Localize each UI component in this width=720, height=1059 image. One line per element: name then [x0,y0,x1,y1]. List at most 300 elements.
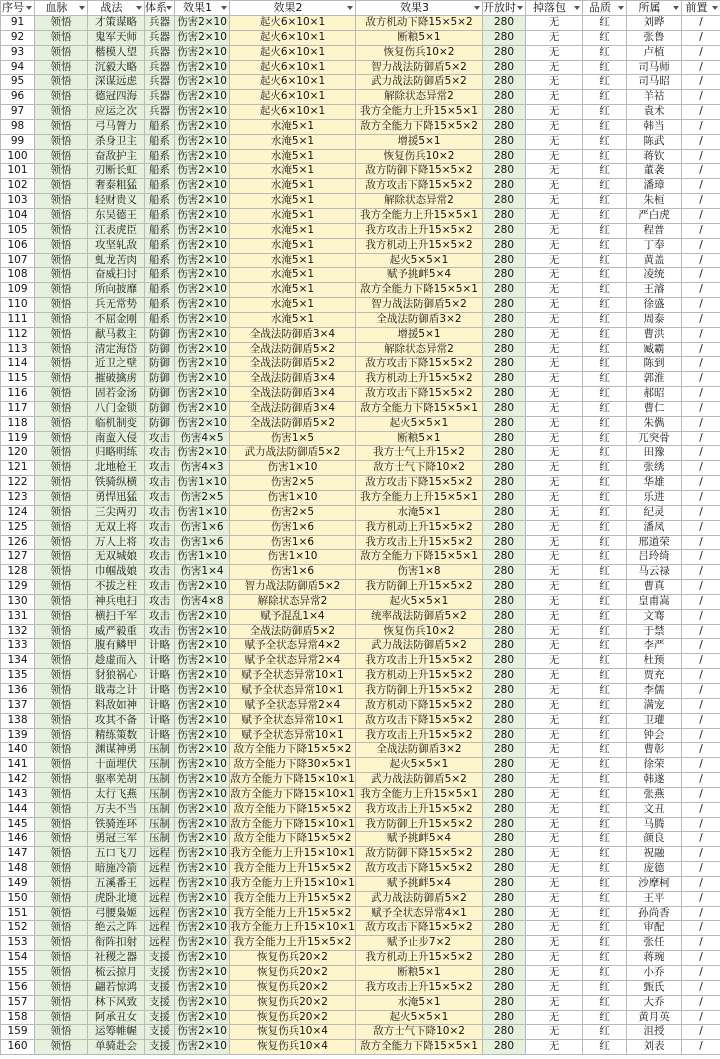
cell-tactic[interactable]: 无双城娘 [88,550,145,565]
cell-system[interactable]: 攻击 [145,431,175,446]
cell-open-time[interactable]: 280 [483,891,526,906]
cell-quality[interactable]: 红 [583,75,627,90]
cell-effect1[interactable]: 伤害2×10 [175,580,230,595]
cell-open-time[interactable]: 280 [483,743,526,758]
cell-bloodline[interactable]: 领悟 [35,921,88,936]
cell-quality[interactable]: 红 [583,787,627,802]
cell-owner[interactable]: 朱桓 [627,194,682,209]
cell-drop-pack[interactable]: 无 [526,238,583,253]
cell-owner[interactable]: 严白虎 [627,208,682,223]
cell-open-time[interactable]: 280 [483,491,526,506]
cell-open-time[interactable]: 280 [483,149,526,164]
cell-effect1[interactable]: 伤害2×10 [175,669,230,684]
cell-drop-pack[interactable]: 无 [526,45,583,60]
cell-prerequisite[interactable]: / [682,194,720,209]
cell-effect3[interactable]: 智力战法防御盾5×2 [356,298,483,313]
cell-drop-pack[interactable]: 无 [526,832,583,847]
cell-open-time[interactable]: 280 [483,669,526,684]
cell-open-time[interactable]: 280 [483,802,526,817]
cell-effect3[interactable]: 我方攻击上升15×5×2 [356,654,483,669]
cell-owner[interactable]: 张绣 [627,461,682,476]
header-cell-owner[interactable]: 所属 [627,1,682,16]
cell-effect3[interactable]: 我方全能力上升15×5×1 [356,208,483,223]
cell-effect3[interactable]: 解除状态异常2 [356,90,483,105]
cell-open-time[interactable]: 280 [483,194,526,209]
cell-effect1[interactable]: 伤害2×10 [175,327,230,342]
cell-id[interactable]: 142 [1,773,35,788]
cell-effect3[interactable]: 起火5×5×1 [356,253,483,268]
cell-drop-pack[interactable]: 无 [526,639,583,654]
cell-effect3[interactable]: 统率战法防御盾5×2 [356,609,483,624]
cell-effect2[interactable]: 全战法防御盾3×4 [230,372,356,387]
cell-open-time[interactable]: 280 [483,283,526,298]
cell-quality[interactable]: 红 [583,446,627,461]
cell-quality[interactable]: 红 [583,45,627,60]
cell-effect3[interactable]: 我方机动上升15×5×2 [356,951,483,966]
cell-bloodline[interactable]: 领悟 [35,268,88,283]
cell-drop-pack[interactable]: 无 [526,387,583,402]
cell-system[interactable]: 远程 [145,847,175,862]
cell-effect2[interactable]: 赋予全状态异常2×4 [230,698,356,713]
cell-prerequisite[interactable]: / [682,446,720,461]
cell-system[interactable]: 压制 [145,743,175,758]
cell-owner[interactable]: 潘凤 [627,520,682,535]
cell-open-time[interactable]: 280 [483,995,526,1010]
cell-open-time[interactable]: 280 [483,624,526,639]
cell-prerequisite[interactable]: / [682,728,720,743]
cell-owner[interactable]: 蒋琬 [627,951,682,966]
cell-open-time[interactable]: 280 [483,401,526,416]
cell-effect2[interactable]: 敌方全能力下降15×10×1 [230,787,356,802]
cell-tactic[interactable]: 翩若惊鸿 [88,980,145,995]
cell-open-time[interactable]: 280 [483,565,526,580]
cell-effect2[interactable]: 恢复伤兵10×4 [230,1025,356,1040]
cell-effect3[interactable]: 断粮5×1 [356,30,483,45]
cell-owner[interactable]: 吕玲绮 [627,550,682,565]
cell-effect2[interactable]: 赋予全状态异常4×2 [230,639,356,654]
cell-prerequisite[interactable]: / [682,921,720,936]
cell-owner[interactable]: 孙尚香 [627,906,682,921]
cell-drop-pack[interactable]: 无 [526,802,583,817]
cell-owner[interactable]: 文丑 [627,802,682,817]
cell-id[interactable]: 133 [1,639,35,654]
cell-system[interactable]: 防御 [145,401,175,416]
cell-tactic[interactable]: 献马救主 [88,327,145,342]
cell-system[interactable]: 兵器 [145,60,175,75]
cell-owner[interactable]: 祝融 [627,847,682,862]
cell-system[interactable]: 兵器 [145,16,175,31]
cell-open-time[interactable]: 280 [483,773,526,788]
cell-tactic[interactable]: 豺狼祸心 [88,669,145,684]
cell-owner[interactable]: 程普 [627,223,682,238]
cell-effect2[interactable]: 敌方全能力下降15×10×1 [230,817,356,832]
cell-bloodline[interactable]: 领悟 [35,342,88,357]
cell-effect1[interactable]: 伤害2×10 [175,238,230,253]
cell-tactic[interactable]: 清定海岱 [88,342,145,357]
cell-quality[interactable]: 红 [583,565,627,580]
cell-effect1[interactable]: 伤害2×10 [175,90,230,105]
cell-drop-pack[interactable]: 无 [526,491,583,506]
cell-tactic[interactable]: 北地枪王 [88,461,145,476]
cell-system[interactable]: 攻击 [145,594,175,609]
cell-open-time[interactable]: 280 [483,580,526,595]
cell-system[interactable]: 计略 [145,698,175,713]
cell-drop-pack[interactable]: 无 [526,535,583,550]
cell-quality[interactable]: 红 [583,134,627,149]
cell-system[interactable]: 远程 [145,891,175,906]
cell-owner[interactable]: 张鲁 [627,30,682,45]
cell-bloodline[interactable]: 领悟 [35,461,88,476]
cell-open-time[interactable]: 280 [483,550,526,565]
cell-effect1[interactable]: 伤害4×8 [175,594,230,609]
cell-id[interactable]: 92 [1,30,35,45]
cell-effect1[interactable]: 伤害2×10 [175,862,230,877]
cell-id[interactable]: 93 [1,45,35,60]
cell-prerequisite[interactable]: / [682,594,720,609]
cell-bloodline[interactable]: 领悟 [35,327,88,342]
cell-effect1[interactable]: 伤害1×4 [175,565,230,580]
cell-tactic[interactable]: 万夫不当 [88,802,145,817]
cell-open-time[interactable]: 280 [483,713,526,728]
cell-open-time[interactable]: 280 [483,505,526,520]
cell-bloodline[interactable]: 领悟 [35,876,88,891]
cell-bloodline[interactable]: 领悟 [35,505,88,520]
cell-bloodline[interactable]: 领悟 [35,639,88,654]
cell-effect2[interactable]: 全战法防御盾5×2 [230,624,356,639]
cell-id[interactable]: 146 [1,832,35,847]
cell-effect2[interactable]: 解除状态异常2 [230,594,356,609]
cell-effect1[interactable]: 伤害1×10 [175,505,230,520]
cell-effect1[interactable]: 伤害1×10 [175,476,230,491]
cell-system[interactable]: 支援 [145,966,175,981]
cell-effect2[interactable]: 水淹5×1 [230,119,356,134]
cell-system[interactable]: 计略 [145,639,175,654]
cell-owner[interactable]: 纪灵 [627,505,682,520]
cell-quality[interactable]: 红 [583,876,627,891]
cell-id[interactable]: 127 [1,550,35,565]
cell-effect3[interactable]: 赋予挑衅5×4 [356,876,483,891]
cell-prerequisite[interactable]: / [682,268,720,283]
cell-owner[interactable]: 邢道荣 [627,535,682,550]
cell-system[interactable]: 攻击 [145,580,175,595]
cell-drop-pack[interactable]: 无 [526,90,583,105]
cell-open-time[interactable]: 280 [483,832,526,847]
cell-drop-pack[interactable]: 无 [526,446,583,461]
cell-prerequisite[interactable]: / [682,817,720,832]
cell-prerequisite[interactable]: / [682,164,720,179]
cell-quality[interactable]: 红 [583,298,627,313]
cell-bloodline[interactable]: 领悟 [35,491,88,506]
cell-quality[interactable]: 红 [583,387,627,402]
cell-open-time[interactable]: 280 [483,298,526,313]
cell-quality[interactable]: 红 [583,1025,627,1040]
cell-bloodline[interactable]: 领悟 [35,787,88,802]
cell-open-time[interactable]: 280 [483,253,526,268]
cell-effect3[interactable]: 敌方全能力下降15×5×1 [356,1040,483,1055]
cell-effect2[interactable]: 起火6×10×1 [230,90,356,105]
cell-owner[interactable]: 于禁 [627,624,682,639]
cell-effect3[interactable]: 水淹5×1 [356,995,483,1010]
cell-bloodline[interactable]: 领悟 [35,535,88,550]
cell-prerequisite[interactable]: / [682,476,720,491]
cell-effect1[interactable]: 伤害2×10 [175,105,230,120]
cell-id[interactable]: 114 [1,357,35,372]
cell-owner[interactable]: 曹彰 [627,743,682,758]
cell-open-time[interactable]: 280 [483,847,526,862]
cell-bloodline[interactable]: 领悟 [35,906,88,921]
cell-id[interactable]: 147 [1,847,35,862]
cell-id[interactable]: 156 [1,980,35,995]
cell-drop-pack[interactable]: 无 [526,208,583,223]
cell-effect1[interactable]: 伤害2×10 [175,16,230,31]
cell-effect2[interactable]: 赋予全状态异常2×4 [230,654,356,669]
cell-bloodline[interactable]: 领悟 [35,208,88,223]
cell-tactic[interactable]: 精练策数 [88,728,145,743]
cell-tactic[interactable]: 阿承丑女 [88,1010,145,1025]
cell-id[interactable]: 96 [1,90,35,105]
cell-owner[interactable]: 袁术 [627,105,682,120]
cell-bloodline[interactable]: 领悟 [35,1025,88,1040]
cell-open-time[interactable]: 280 [483,387,526,402]
cell-owner[interactable]: 韩遂 [627,773,682,788]
cell-prerequisite[interactable]: / [682,1040,720,1055]
cell-bloodline[interactable]: 领悟 [35,580,88,595]
cell-owner[interactable]: 郭淮 [627,372,682,387]
cell-tactic[interactable]: 攻坚轧敌 [88,238,145,253]
cell-effect3[interactable]: 敌方防御下降15×5×2 [356,847,483,862]
cell-effect2[interactable]: 敌方全能力下降30×5×1 [230,758,356,773]
cell-drop-pack[interactable]: 无 [526,847,583,862]
cell-open-time[interactable]: 280 [483,520,526,535]
cell-system[interactable]: 船系 [145,134,175,149]
cell-effect2[interactable]: 伤害1×10 [230,491,356,506]
cell-owner[interactable]: 陈武 [627,134,682,149]
cell-effect2[interactable]: 伤害1×10 [230,550,356,565]
cell-bloodline[interactable]: 领悟 [35,223,88,238]
cell-owner[interactable]: 文骞 [627,609,682,624]
cell-effect2[interactable]: 全战法防御盾3×4 [230,327,356,342]
cell-owner[interactable]: 颜良 [627,832,682,847]
cell-system[interactable]: 支援 [145,1040,175,1055]
cell-id[interactable]: 106 [1,238,35,253]
cell-drop-pack[interactable]: 无 [526,520,583,535]
cell-quality[interactable]: 红 [583,713,627,728]
cell-effect2[interactable]: 赋予全状态异常10×1 [230,713,356,728]
cell-id[interactable]: 154 [1,951,35,966]
cell-tactic[interactable]: 奢泰粗猛 [88,179,145,194]
cell-effect1[interactable]: 伤害2×10 [175,891,230,906]
cell-effect1[interactable]: 伤害2×10 [175,223,230,238]
cell-tactic[interactable]: 近卫之壁 [88,357,145,372]
cell-quality[interactable]: 红 [583,862,627,877]
cell-open-time[interactable]: 280 [483,119,526,134]
cell-effect3[interactable]: 敌方机动下降15×5×2 [356,698,483,713]
cell-effect3[interactable]: 起火5×5×1 [356,1010,483,1025]
cell-effect1[interactable]: 伤害2×10 [175,876,230,891]
cell-effect1[interactable]: 伤害2×10 [175,268,230,283]
cell-effect3[interactable]: 起火5×5×1 [356,594,483,609]
cell-effect2[interactable]: 水淹5×1 [230,253,356,268]
cell-system[interactable]: 船系 [145,208,175,223]
cell-effect3[interactable]: 起火5×5×1 [356,416,483,431]
cell-id[interactable]: 103 [1,194,35,209]
cell-tactic[interactable]: 楷模人望 [88,45,145,60]
cell-quality[interactable]: 红 [583,164,627,179]
cell-id[interactable]: 153 [1,936,35,951]
cell-system[interactable]: 攻击 [145,446,175,461]
cell-drop-pack[interactable]: 无 [526,164,583,179]
cell-effect3[interactable]: 我方防御上升15×5×2 [356,580,483,595]
cell-effect1[interactable]: 伤害2×10 [175,906,230,921]
cell-id[interactable]: 158 [1,1010,35,1025]
cell-quality[interactable]: 红 [583,698,627,713]
cell-effect2[interactable]: 伤害1×6 [230,520,356,535]
cell-effect3[interactable]: 敌方攻击下降15×5×2 [356,713,483,728]
cell-bloodline[interactable]: 领悟 [35,149,88,164]
cell-bloodline[interactable]: 领悟 [35,936,88,951]
cell-effect1[interactable]: 伤害1×6 [175,535,230,550]
cell-id[interactable]: 94 [1,60,35,75]
cell-drop-pack[interactable]: 无 [526,862,583,877]
cell-open-time[interactable]: 280 [483,357,526,372]
header-cell-drop-pack[interactable]: 掉落包 [526,1,583,16]
cell-drop-pack[interactable]: 无 [526,505,583,520]
cell-id[interactable]: 99 [1,134,35,149]
cell-drop-pack[interactable]: 无 [526,223,583,238]
cell-prerequisite[interactable]: / [682,698,720,713]
cell-system[interactable]: 支援 [145,951,175,966]
cell-tactic[interactable]: 轻财贵义 [88,194,145,209]
cell-tactic[interactable]: 南蛮入侵 [88,431,145,446]
cell-prerequisite[interactable]: / [682,876,720,891]
cell-system[interactable]: 攻击 [145,565,175,580]
cell-quality[interactable]: 红 [583,401,627,416]
cell-owner[interactable]: 周泰 [627,312,682,327]
cell-id[interactable]: 152 [1,921,35,936]
cell-effect1[interactable]: 伤害2×10 [175,312,230,327]
cell-effect3[interactable]: 我方防御上升15×5×2 [356,817,483,832]
cell-owner[interactable]: 朱儁 [627,416,682,431]
cell-bloodline[interactable]: 领悟 [35,431,88,446]
cell-id[interactable]: 157 [1,995,35,1010]
cell-drop-pack[interactable]: 无 [526,268,583,283]
cell-system[interactable]: 船系 [145,238,175,253]
cell-prerequisite[interactable]: / [682,609,720,624]
cell-prerequisite[interactable]: / [682,565,720,580]
cell-prerequisite[interactable]: / [682,461,720,476]
cell-open-time[interactable]: 280 [483,639,526,654]
cell-drop-pack[interactable]: 无 [526,401,583,416]
header-cell-open-time[interactable]: 开放时 [483,1,526,16]
cell-drop-pack[interactable]: 无 [526,431,583,446]
cell-open-time[interactable]: 280 [483,30,526,45]
cell-effect1[interactable]: 伤害2×10 [175,698,230,713]
cell-owner[interactable]: 兀突骨 [627,431,682,446]
cell-tactic[interactable]: 威严毅重 [88,624,145,639]
cell-open-time[interactable]: 280 [483,862,526,877]
cell-effect3[interactable]: 赋予全状态异常4×1 [356,906,483,921]
cell-effect1[interactable]: 伤害2×10 [175,758,230,773]
cell-effect3[interactable]: 我方攻击上升15×5×2 [356,802,483,817]
cell-open-time[interactable]: 280 [483,327,526,342]
cell-owner[interactable]: 司马昭 [627,75,682,90]
cell-tactic[interactable]: 勇悍迅猛 [88,491,145,506]
cell-system[interactable]: 压制 [145,802,175,817]
cell-system[interactable]: 兵器 [145,75,175,90]
cell-effect3[interactable]: 敌方士气下降10×2 [356,1025,483,1040]
cell-effect3[interactable]: 我方机动上升15×5×2 [356,372,483,387]
cell-prerequisite[interactable]: / [682,283,720,298]
cell-open-time[interactable]: 280 [483,817,526,832]
cell-effect3[interactable]: 解除状态异常2 [356,342,483,357]
cell-id[interactable]: 123 [1,491,35,506]
cell-owner[interactable]: 臧霸 [627,342,682,357]
cell-effect1[interactable]: 伤害2×10 [175,713,230,728]
cell-tactic[interactable]: 无双上将 [88,520,145,535]
cell-owner[interactable]: 庞德 [627,862,682,877]
cell-bloodline[interactable]: 领悟 [35,16,88,31]
cell-tactic[interactable]: 万人上将 [88,535,145,550]
cell-effect3[interactable]: 赋予挑衅5×4 [356,268,483,283]
cell-id[interactable]: 117 [1,401,35,416]
cell-effect2[interactable]: 我方全能力上升15×10×1 [230,847,356,862]
cell-bloodline[interactable]: 领悟 [35,609,88,624]
cell-open-time[interactable]: 280 [483,416,526,431]
cell-id[interactable]: 108 [1,268,35,283]
cell-system[interactable]: 船系 [145,223,175,238]
cell-prerequisite[interactable]: / [682,832,720,847]
cell-effect3[interactable]: 断粮5×1 [356,431,483,446]
cell-tactic[interactable]: 奋敌护主 [88,149,145,164]
cell-effect3[interactable]: 敌方攻击下降15×5×2 [356,387,483,402]
cell-owner[interactable]: 羊祜 [627,90,682,105]
cell-drop-pack[interactable]: 无 [526,743,583,758]
cell-bloodline[interactable]: 领悟 [35,698,88,713]
cell-drop-pack[interactable]: 无 [526,342,583,357]
cell-drop-pack[interactable]: 无 [526,891,583,906]
cell-tactic[interactable]: 奋威扫讨 [88,268,145,283]
cell-drop-pack[interactable]: 无 [526,787,583,802]
header-cell-id[interactable]: 序号 [1,1,35,16]
cell-tactic[interactable]: 摧破擒虏 [88,372,145,387]
cell-quality[interactable]: 红 [583,951,627,966]
cell-owner[interactable]: 大乔 [627,995,682,1010]
cell-prerequisite[interactable]: / [682,431,720,446]
cell-quality[interactable]: 红 [583,149,627,164]
cell-system[interactable]: 远程 [145,906,175,921]
cell-id[interactable]: 113 [1,342,35,357]
cell-effect2[interactable]: 伤害1×5 [230,431,356,446]
cell-drop-pack[interactable]: 无 [526,179,583,194]
cell-effect3[interactable]: 解除状态异常2 [356,194,483,209]
cell-id[interactable]: 122 [1,476,35,491]
cell-owner[interactable]: 小乔 [627,966,682,981]
cell-id[interactable]: 111 [1,312,35,327]
cell-effect2[interactable]: 起火6×10×1 [230,75,356,90]
cell-system[interactable]: 支援 [145,1010,175,1025]
cell-drop-pack[interactable]: 无 [526,194,583,209]
cell-effect1[interactable]: 伤害4×5 [175,431,230,446]
cell-bloodline[interactable]: 领悟 [35,401,88,416]
cell-id[interactable]: 131 [1,609,35,624]
cell-system[interactable]: 船系 [145,194,175,209]
cell-id[interactable]: 104 [1,208,35,223]
cell-tactic[interactable]: 趁虚而入 [88,654,145,669]
cell-system[interactable]: 攻击 [145,491,175,506]
cell-drop-pack[interactable]: 无 [526,995,583,1010]
cell-effect2[interactable]: 水淹5×1 [230,283,356,298]
cell-effect3[interactable]: 武力战法防御盾5×2 [356,75,483,90]
